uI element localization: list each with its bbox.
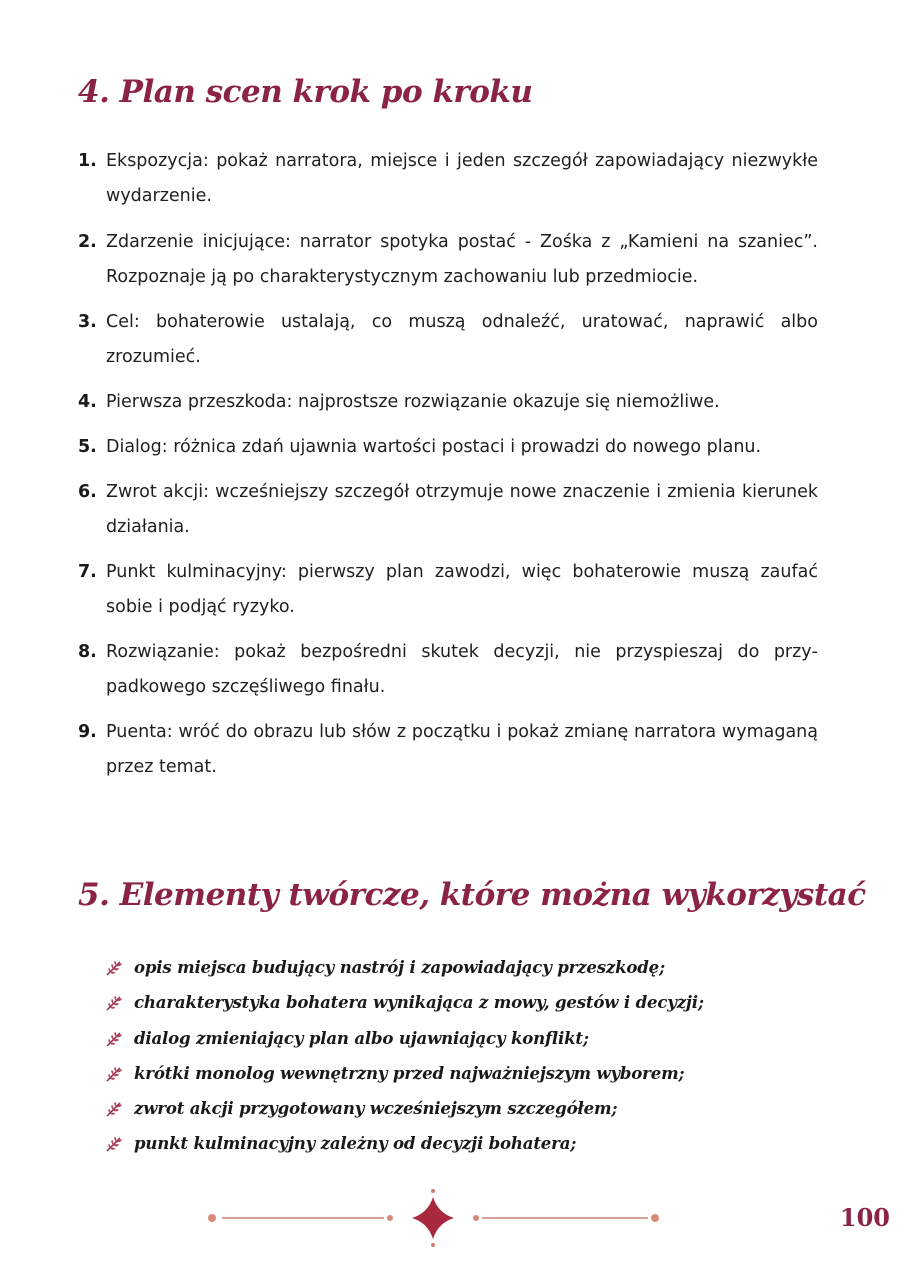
step-text: Dialog: różnica zdań ujawnia wartości postaci i prowadzi do nowego planu. [106,437,762,457]
list-item [78,635,818,705]
list-item [104,1091,824,1126]
step-text: Zwrot akcji: wcześniejszy szczegół otrzymuje nowe znaczenie i zmienia kierunek działania. [106,482,818,537]
section-4-heading: 4. Plan scen krok po kroku [78,74,533,110]
bullet-text: opis miejsca budujący nastrój i zapowiadający przeszkodę; [134,957,665,977]
step-text: Pierwsza przeszkoda: najprostsze rozwiązanie okazuje się niemożliwe. [106,392,720,412]
leaf-sprig-icon [104,994,124,1012]
bullet-text: zwrot akcji przygotowany wcześniejszym szczegółem; [134,1098,618,1119]
step-number: 5. [78,437,97,457]
step-text: Rozwiązanie: pokaż bezpośredni skutek decyzji, nie przyspieszaj do przypadkowego szczęśliwego finału. [106,642,818,697]
list-item [78,715,818,785]
leaf-sprig-icon [104,1100,124,1118]
list-item [78,385,818,420]
step-number: 3. [78,312,97,332]
list-item [104,985,824,1020]
list-item [78,225,818,295]
step-number: 7. [78,562,97,582]
step-text: Ekspozycja: pokaż narratora, miejsce i jeden szczegół zapowiadający niezwykłe wydarzenie. [106,151,818,206]
step-number: 1. [78,151,97,171]
step-number: 9. [78,722,97,742]
section-5-heading: 5. Elementy twórcze, które można wykorzystać [78,877,866,913]
step-text: Cel: bohaterowie ustalają, co muszą odnaleźć, uratować, naprawić albo zrozumieć. [106,312,818,367]
bullet-text: krótki monolog wewnętrzny przed najważniejszym wyborem; [134,1062,685,1083]
leaf-sprig-icon [104,959,124,977]
step-text: Puenta: wróć do obrazu lub słów z początku i pokaż zmianę narratora wymaganą przez temat. [106,722,818,777]
list-item [78,555,818,625]
creative-elements-list [104,950,824,1162]
step-text: Zdarzenie inicjujące: narrator spotyka postać - Zośka z „Kamieni na szaniec”. Rozpoznaje ją po charakterystycznym zachowaniu lub przedmiocie. [106,232,818,287]
list-item [104,950,824,985]
list-item [78,305,818,375]
list-item [104,1021,824,1056]
list-item [78,475,818,545]
bullet-text: punkt kulminacyjny zależny od decyzji bohatera; [134,1133,577,1154]
leaf-sprig-icon [104,1030,124,1048]
diamond-star-ornament-icon [200,1188,670,1248]
bullet-text: dialog zmieniający plan albo ujawniający konflikt; [134,1027,589,1048]
step-text: Punkt kulminacyjny: pierwszy plan zawodzi, więc bohaterowie muszą zaufać sobie i podjąć ryzyko. [106,562,818,617]
list-item [78,430,818,465]
page-number: 100 [839,1203,890,1232]
step-number: 2. [78,232,97,252]
leaf-sprig-icon [104,1065,124,1083]
step-number: 6. [78,482,97,502]
bullet-text: charakterystyka bohatera wynikająca z mowy, gestów i decyzji; [134,992,704,1013]
list-item [78,144,818,214]
step-number: 8. [78,642,97,662]
leaf-sprig-icon [104,1135,124,1153]
step-number: 4. [78,392,97,412]
list-item [104,1056,824,1091]
list-item [104,1126,824,1161]
scene-plan-list [78,144,818,795]
